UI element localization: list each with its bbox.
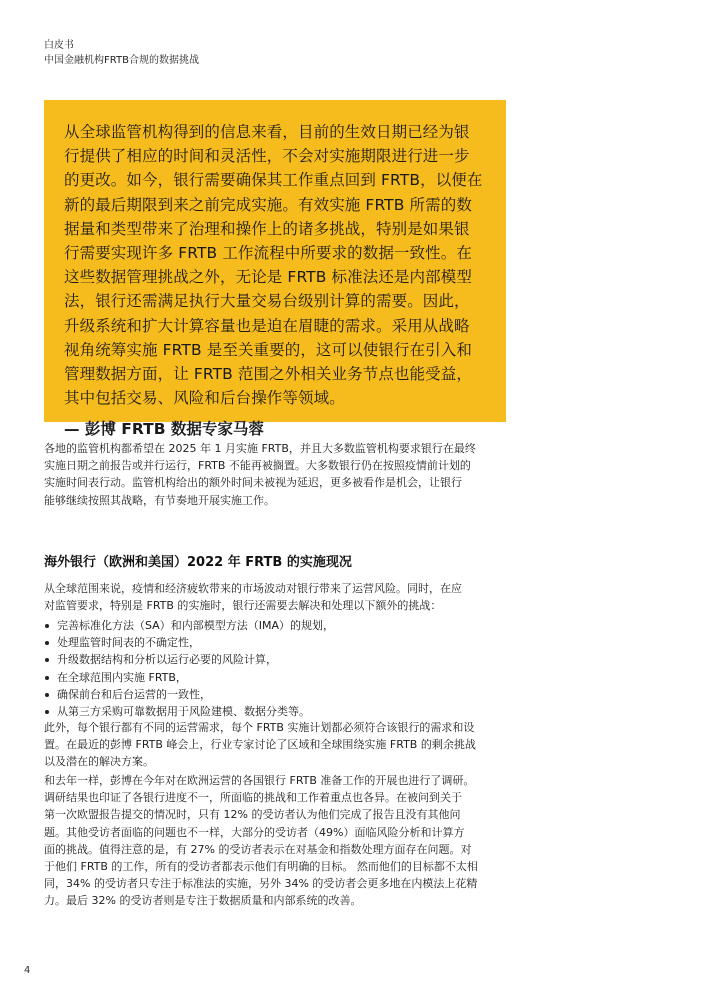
paragraph-line: 题。其他受访者面临的问题也不一样，大部分的受访者（49%）面临风险分析和计算方 (44, 825, 465, 839)
quote-author: — 彭博 FRTB 数据专家马蓉 (64, 420, 264, 439)
paragraph-line: 对监管要求，特别是 FRTB 的实施时，银行还需要去解决和处理以下额外的挑战： (44, 599, 442, 613)
paragraph-line: 实施时间表行动。监管机构给出的额外时间未被视为延迟，更多被看作是机会，让银行 (44, 476, 462, 490)
bullet-icon (45, 710, 49, 714)
list-item (44, 669, 510, 686)
bullet-icon (45, 693, 49, 697)
list-item-text: 从第三方采购可靠数据用于风险建模、数据分类等。 (57, 705, 310, 719)
list-item-text: 处理监管时间表的不确定性， (57, 636, 200, 650)
bullet-icon (45, 658, 49, 662)
section-paragraph-2 (44, 719, 510, 771)
paragraph-line: 从全球范围来说，疫情和经济疲软带来的市场波动对银行带来了运营风险。同时，在应 (44, 582, 462, 595)
section-lead-paragraph (44, 580, 510, 614)
paragraph-line: 调研结果也印证了各银行进度不一，所面临的挑战和工作着重点也各异。在被问到关于 (44, 791, 462, 805)
quote-line: 法，银行还需满足执行大量交易台级别计算的需要。因此， (64, 292, 470, 311)
paragraph-line: 此外，每个银行都有不同的运营需求，每个 FRTB 实施计划都必须符合该银行的需求和设 (44, 721, 475, 734)
paragraph-line: 实施日期之前报告或并行运行，FRTB 不能再被搁置。大多数银行仍在按照疫情前计划的 (44, 459, 471, 473)
list-item (44, 634, 510, 651)
quote-line: 升级系统和扩大计算容量也是迫在眉睫的需求。采用从战略 (64, 316, 470, 335)
quote-line: 行提供了相应的时间和灵活性，不会对实施期限进行进一步 (64, 147, 470, 166)
paragraph-line: 和去年一样，彭博在今年对在欧洲运营的各国银行 FRTB 准备工作的开展也进行了调研。 (44, 774, 475, 787)
quote-box (44, 100, 506, 439)
quote-line: 行需要实现许多 FRTB 工作流程中所要求的数据一致性。在 (64, 244, 472, 263)
document-type: 白皮书 (44, 40, 74, 51)
paragraph-line: 第一次欧盟报告提交的情况时，只有 12% 的受访者认为他们完成了报告且没有其他问 (44, 808, 461, 822)
paragraph-line: 面的挑战。值得注意的是，有 27% 的受访者表示在对基金和指数处理方面存在问题。对 (44, 842, 472, 856)
page-number: 4 (24, 965, 31, 976)
quote-line: 这些数据管理挑战之外，无论是 FRTB 标准法还是内部模型 (64, 268, 472, 287)
list-item-text: 完善标准化方法（SA）和内部模型方法（IMA）的规划， (57, 619, 334, 632)
list-item (44, 617, 510, 634)
bullet-icon (45, 624, 49, 628)
paragraph-line: 以及潜在的解决方案。 (44, 755, 154, 769)
list-item-text: 在全球范围内实施 FRTB， (57, 670, 187, 684)
list-item-text: 确保前台和后台运营的一致性， (57, 687, 211, 701)
quote-line: 的更改。如今，银行需要确保其工作重点回到 FRTB，以便在 (64, 171, 483, 190)
document-title: 中国金融机构FRTB合规的数据挑战 (44, 55, 199, 66)
quote-line: 从全球监管机构得到的信息来看，目前的生效日期已经为银 (64, 123, 470, 141)
paragraph-line: 置。在最近的彭博 FRTB 峰会上，行业专家讨论了区域和全球围绕实施 FRTB 的剩余挑战 (44, 738, 476, 752)
paragraph-line: 同，34% 的受访者只专注于标准法的实施，另外 34% 的受访者会更多地在内模法上花精 (44, 877, 478, 891)
list-item-text: 升级数据结构和分析以运行必要的风险计算， (57, 653, 277, 667)
paragraph-line: 于他们 FRTB 的工作，所有的受访者都表示他们有明确的目标。 然而他们的目标都不太相 (44, 860, 478, 874)
paragraph-line: 各地的监管机构都希望在 2025 年 1 月实施 FRTB，并且大多数监管机构要求银行在最终 (44, 442, 476, 455)
list-item (44, 703, 510, 720)
section-paragraph-3 (44, 772, 510, 910)
section-heading: 海外银行（欧洲和美国）2022 年 FRTB 的实施现况 (44, 555, 352, 570)
document-header (44, 38, 199, 68)
challenge-list (44, 617, 510, 720)
paragraph-line: 力。最后 32% 的受访者则是专注于数据质量和内部系统的改善。 (44, 894, 362, 908)
bullet-icon (45, 676, 49, 680)
quote-text (64, 120, 488, 410)
quote-line: 管理数据方面，让 FRTB 范围之外相关业务节点也能受益， (64, 365, 472, 384)
quote-line: 新的最后期限到来之前完成实施。有效实施 FRTB 所需的数 (64, 195, 472, 214)
quote-line: 据量和类型带来了治理和操作上的诸多挑战，特别是如果银 (64, 219, 470, 238)
list-item (44, 686, 510, 703)
quote-line: 其中包括交易、风险和后台操作等领域。 (64, 389, 345, 408)
bullet-icon (45, 641, 49, 645)
quote-line: 视角统筹实施 FRTB 是至关重要的，这可以使银行在引入和 (64, 340, 472, 359)
list-item (44, 651, 510, 668)
intro-paragraph (44, 440, 510, 509)
paragraph-line: 能够继续按照其战略，有节奏地开展实施工作。 (44, 493, 275, 507)
